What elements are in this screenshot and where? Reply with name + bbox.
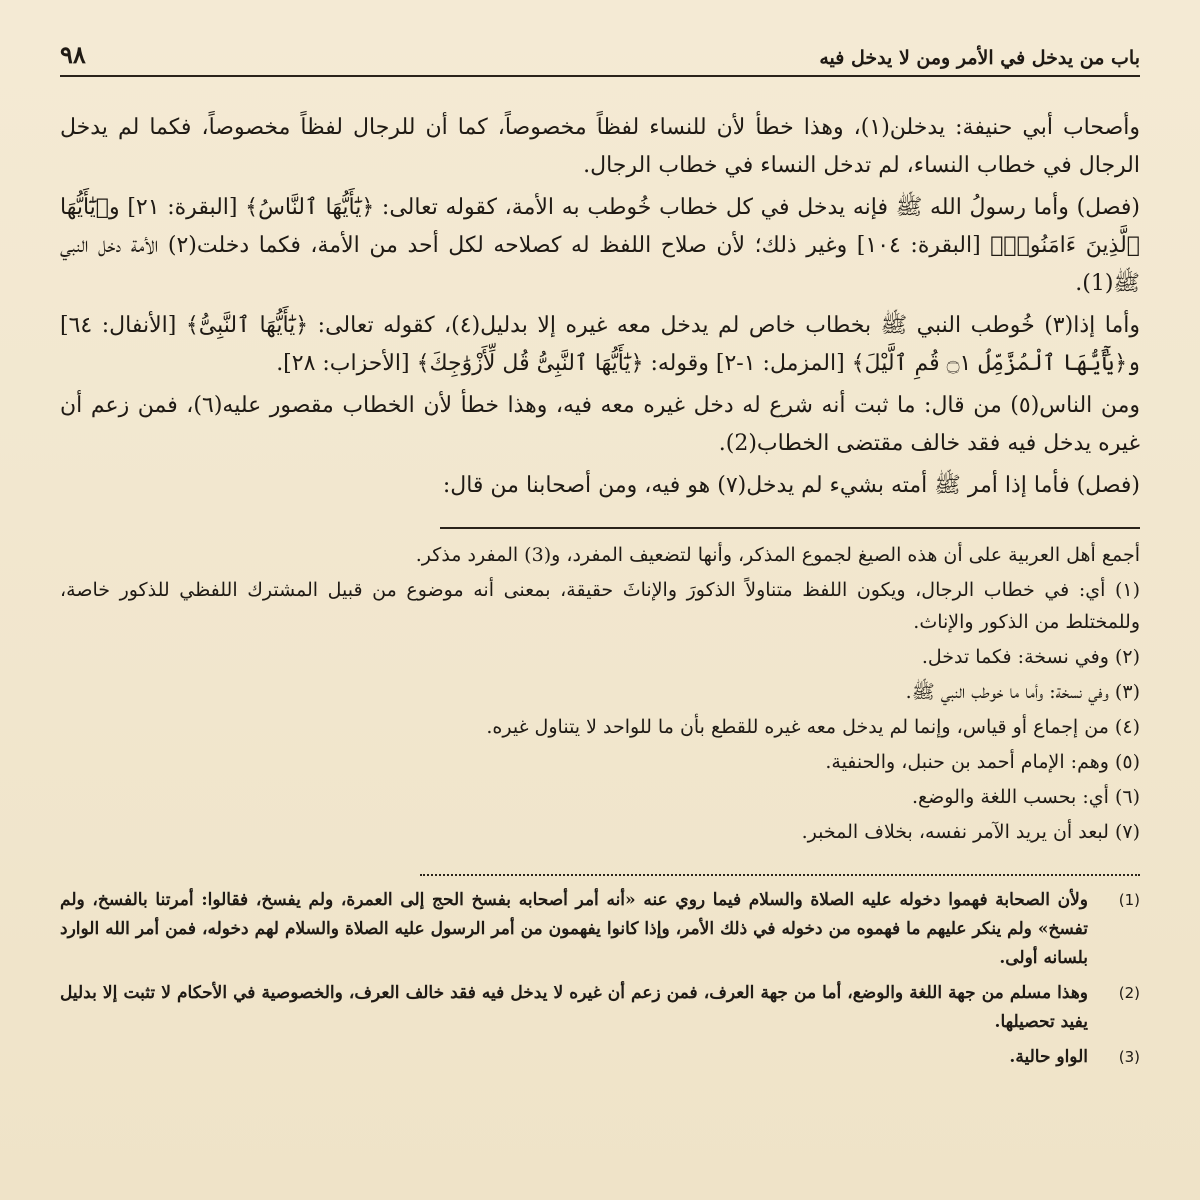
editor-note-number: (1) [1118, 891, 1140, 909]
footnote: (٦) أي: بحسب اللغة والوضع. [912, 786, 1140, 808]
paragraph: (فصل) فأما إذا أمر ﷺ أمته بشيء لم يدخل(٧) هو فيه، ومن أصحابنا من قال: [442, 473, 1140, 498]
footnote: (٧) لبعد أن يريد الآمر نفسه، بخلاف المخبر. [801, 821, 1140, 843]
editor-note-text: وهذا مسلم من جهة اللغة والوضع، أما من جهة العرف، فمن زعم أن غيره لا يدخل فيه فقد خالف العرف، والخصوصية في الأحكام لا تثبت إلا بدليل يفيد تحصيلها. [60, 983, 1088, 1032]
paragraph: وأما إذا(٣) خُوطب النبي ﷺ بخطاب خاص لم يدخل معه غيره إلا بدليل(٤)، كقوله تعالى: ﴿يَٰٓأَيُّهَا ٱلنَّبِىُّ﴾ [الأنفال: ٦٤] و﴿يَٰٓأَيُّهَا ٱلْمُزَّمِّلُ ۝١ قُمِ ٱلَّيْلَ﴾ [المزمل: ١-٢] وقوله: ﴿يَٰٓأَيُّهَا ٱلنَّبِىُّ قُل لِّأَزْوَٰجِكَ﴾ [الأحزاب: ٢٨]. [60, 313, 1140, 376]
paragraph: وأصحاب أبي حنيفة: يدخلن(١)، وهذا خطأ لأن للنساء لفظاً مخصوصاً، كما أن للرجال لفظاً مخصوصاً، فكما لم يدخل الرجال في خطاب النساء، لم تدخل النساء في خطاب الرجال. [60, 115, 1140, 178]
editor-note [60, 886, 1140, 973]
page-header [60, 40, 1140, 77]
footnote: (٢) وفي نسخة: فكما تدخل. [921, 646, 1140, 668]
footnote-separator [440, 527, 1140, 529]
footnote: (٤) من إجماع أو قياس، وإنما لم يدخل معه غيره للقطع بأن ما للواحد لا يتناول غيره. [486, 716, 1140, 738]
editor-note-text: الواو حالية. [1009, 1047, 1088, 1067]
footnotes [60, 539, 1140, 848]
footnote: (٥) وهم: الإمام أحمد بن حنبل، والحنفية. [825, 751, 1140, 773]
editor-note [60, 979, 1140, 1037]
footnote: (١) أي: في خطاب الرجال، ويكون اللفظ متناولاً الذكورَ والإناثَ حقيقة، بمعنى أنه موضوع من قبيل المشترك اللفظي للذكور خاصة، وللمختلط من الذكور والإناث. [60, 579, 1140, 633]
editor-note-text: ولأن الصحابة فهموا دخوله عليه الصلاة والسلام فيما روي عنه «أنه أمر أصحابه بفسخ الحج إلى العمرة، ولم يفسخ، فقالوا: أمرتنا بالفسخ، ولم تفسخ» ولم ينكر عليهم ما فهموه من دخوله في ذلك الأمر، وإذا كانوا يفهمون من أمر الرسول عليه الصلاة والسلام لهم دخوله، فمن أمر الله الوارد بلسانه أولى. [60, 890, 1088, 968]
footnote: (٣) وفي نسخة: وأما ما خوطب النبي ﷺ. [905, 681, 1140, 703]
running-title: باب من يدخل في الأمر ومن لا يدخل فيه [819, 47, 1140, 69]
paragraph: ومن الناس(٥) من قال: ما ثبت أنه شرع له دخل غيره معه فيه، وهذا خطأ لأن الخطاب مقصور عليه(٦)، فمن زعم أن غيره يدخل فيه فقد خالف مقتضى الخطاب(2). [60, 393, 1141, 456]
editor-notes-separator [420, 874, 1140, 876]
editor-note-number: (2) [1118, 984, 1140, 1002]
paragraph: (فصل) وأما رسولُ الله ﷺ فإنه يدخل في كل خطاب خُوطب به الأمة، كقوله تعالى: ﴿يَٰٓأَيُّهَا ٱلنَّاسُ﴾ [البقرة: ٢١] و﴿يَٰٓأَيُّهَا ٱلَّذِينَ ءَامَنُوا۟﴾ [البقرة: ١٠٤] وغير ذلك؛ لأن صلاح اللفظ له كصلاحه لكل أحد من الأمة، فكما دخلت(٢) الأمة دخل النبي ﷺ(1). [60, 195, 1140, 296]
main-text [60, 109, 1140, 505]
editor-notes [60, 886, 1140, 1072]
editor-note-number: (3) [1118, 1048, 1140, 1066]
footnote: أجمع أهل العربية على أن هذه الصيغ لجموع المذكر، وأنها لتضعيف المفرد، و(3) المفرد مذكر. [415, 544, 1140, 566]
page-number: ٩٨ [60, 40, 86, 69]
editor-note [60, 1043, 1140, 1072]
